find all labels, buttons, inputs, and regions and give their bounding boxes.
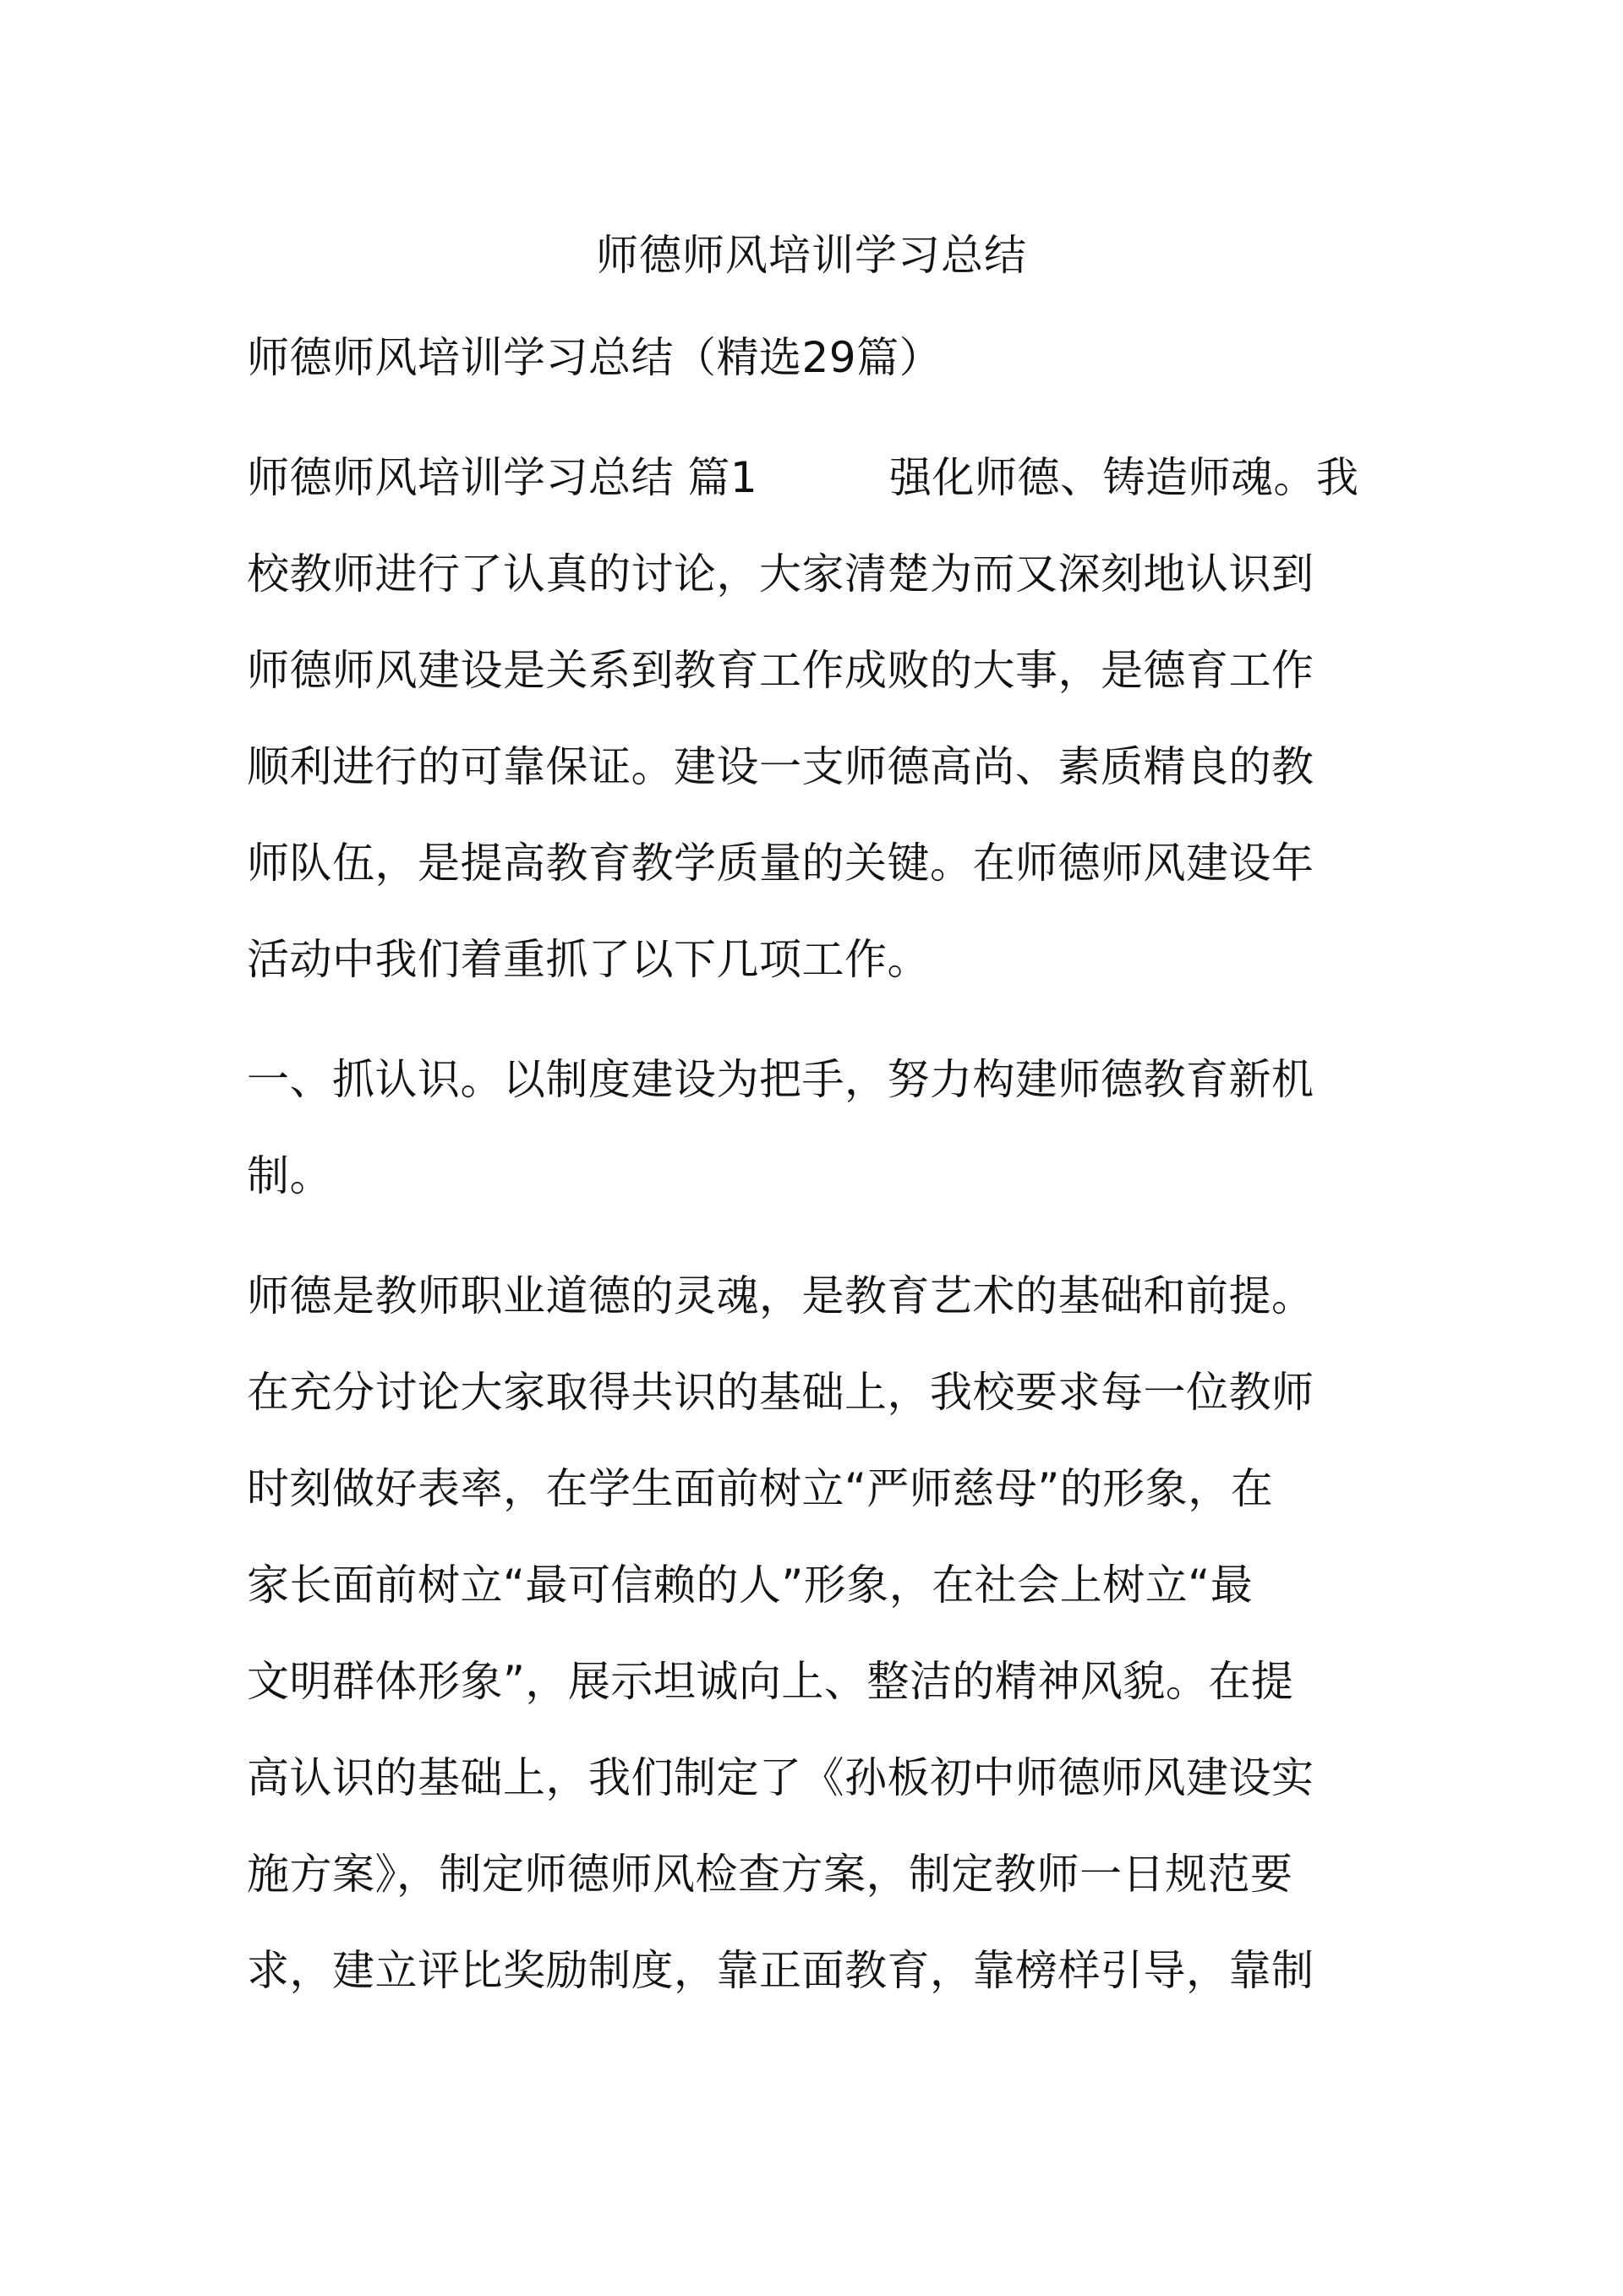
paragraph-line: 活动中我们着重抓了以下几项工作。 [247, 935, 930, 984]
paragraph-line: 高认识的基础上，我们制定了《孙板初中师德师风建设实 [247, 1753, 1314, 1802]
paragraph-line: 时刻做好表率，在学生面前树立“严师慈母”的形象，在 [247, 1464, 1274, 1513]
subtitle: 师德师风培训学习总结（精选29篇） [247, 333, 943, 382]
paragraph-line: 在充分讨论大家取得共识的基础上，我校要求每一位教师 [247, 1368, 1314, 1417]
paragraph-line: 校教师进行了认真的讨论，大家清楚为而又深刻地认识到 [247, 549, 1314, 599]
section-1-first-line-text: 强化师德、铸造师魂。我 [889, 453, 1359, 502]
paragraph-line: 求，建立评比奖励制度，靠正面教育，靠榜样引导，靠制 [247, 1946, 1314, 1995]
document-body [247, 309, 1388, 2019]
paragraph-line: 师德师风建设是关系到教育工作成败的大事，是德育工作 [247, 646, 1314, 695]
paragraph-line: 师德是教师职业道德的灵魂，是教育艺术的基础和前提。 [247, 1271, 1314, 1320]
document-title: 师德师风培训学习总结 [596, 231, 1027, 280]
item-1-line: 制。 [247, 1151, 332, 1200]
section-1-heading: 师德师风培训学习总结 篇1 [247, 453, 758, 502]
paragraph-line: 顺利进行的可靠保证。建设一支师德高尚、素质精良的教 [247, 742, 1314, 791]
paragraph-line: 施方案》，制定师德师风检查方案，制定教师一日规范要 [247, 1850, 1293, 1899]
paragraph-line: 师队伍，是提高教育教学质量的关键。在师德师风建设年 [247, 839, 1314, 888]
paragraph-line: 文明群体形象”，展示坦诚向上、整洁的精神风貌。在提 [247, 1657, 1294, 1706]
item-1-line: 一、抓认识。以制度建设为把手，努力构建师德教育新机 [247, 1055, 1314, 1104]
paragraph-line: 家长面前树立“最可信赖的人”形象，在社会上树立“最 [247, 1561, 1254, 1610]
section-1-first-line [247, 429, 1388, 526]
